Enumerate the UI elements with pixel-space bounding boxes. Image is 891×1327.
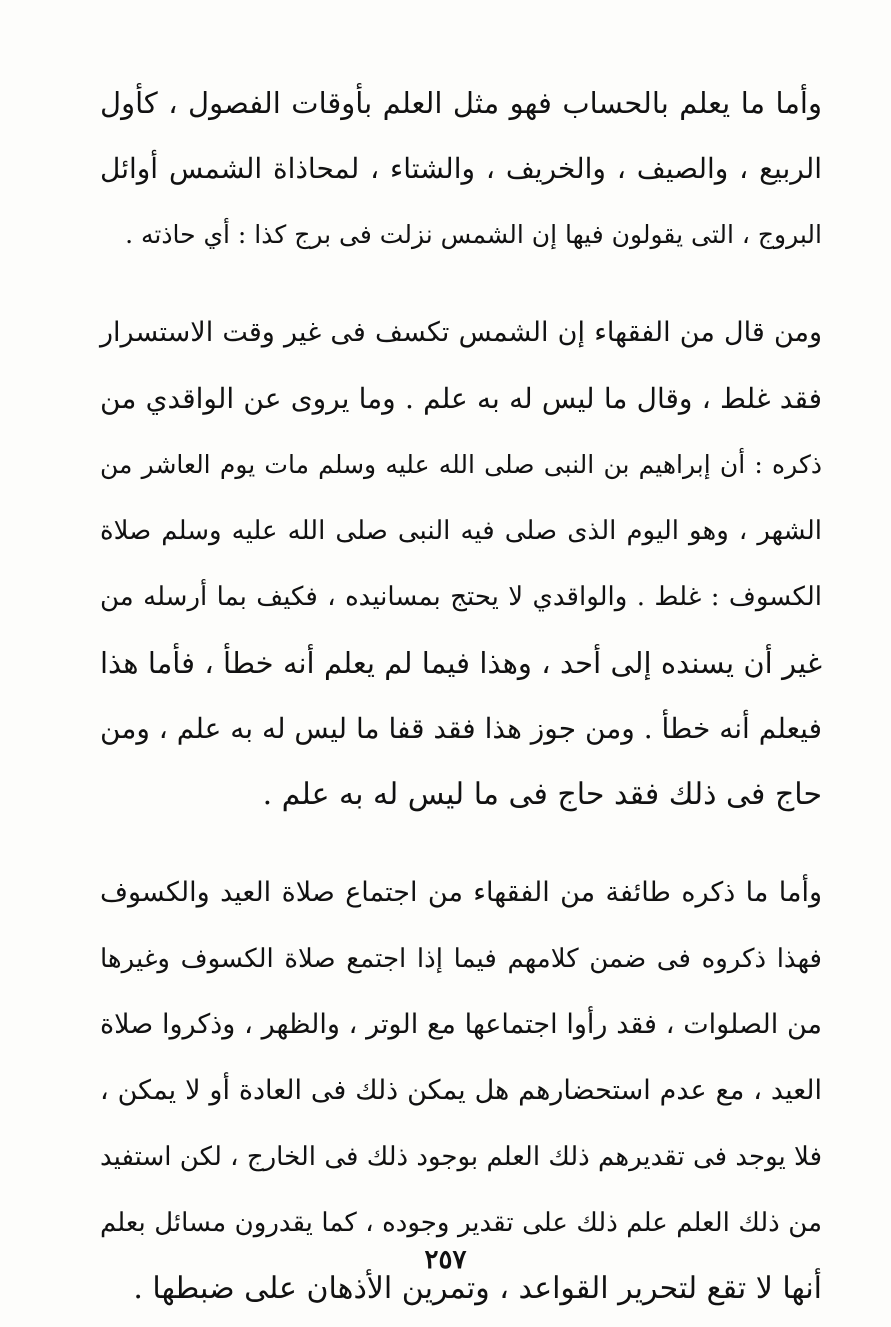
text-line: من ذلك العلم علم ذلك على تقدير وجوده ، كما يقدرون مسائل بعلم — [100, 1208, 822, 1238]
text-line: غير أن يسنده إلى أحد ، وهذا فيما لم يعلم أنه خطأ ، فأما هذا — [100, 646, 822, 680]
text-line: من الصلوات ، فقد رأوا اجتماعها مع الوتر ، والظهر ، وذكروا صلاة — [100, 1009, 822, 1040]
paragraph-2 — [100, 300, 822, 828]
text-line: وأما ما ذكره طائفة من الفقهاء من اجتماع صلاة العيد والكسوف — [100, 877, 822, 908]
text-line: وأما ما يعلم بالحساب فهو مثل العلم بأوقات الفصول ، كأول — [100, 86, 822, 120]
text-line: فقد غلط ، وقال ما ليس له به علم . وما يروى عن الواقدي من — [100, 382, 822, 415]
text-line: الشهر ، وهو اليوم الذى صلى فيه النبى صلى الله عليه وسلم صلاة — [100, 516, 822, 546]
text-line: البروج ، التى يقولون فيها إن الشمس نزلت فى برج كذا : أي حاذته . — [125, 220, 822, 249]
text-line: العيد ، مع عدم استحضارهم هل يمكن ذلك فى العادة أو لا يمكن ، — [100, 1075, 822, 1106]
text-line: فهذا ذكروه فى ضمن كلامهم فيما إذا اجتمع صلاة الكسوف وغيرها — [100, 944, 822, 974]
text-line: حاج فى ذلك فقد حاج فى ما ليس له به علم . — [262, 777, 822, 812]
text-line: أنها لا تقع لتحرير القواعد ، وتمرين الأذهان على ضبطها . — [133, 1271, 822, 1306]
text-line: الكسوف : غلط . والواقدي لا يحتج بمسانيده ، فكيف بما أرسله من — [100, 582, 822, 612]
page-number: ٢٥٧ — [424, 1245, 467, 1275]
paragraph-1 — [100, 70, 822, 268]
text-line: فلا يوجد فى تقديرهم ذلك العلم بوجود ذلك فى الخارج ، لكن استفيد — [100, 1142, 822, 1172]
paragraph-gap — [100, 268, 822, 300]
text-line: ومن قال من الفقهاء إن الشمس تكسف فى غير وقت الاستسرار — [100, 317, 822, 348]
text-line: الربيع ، والصيف ، والخريف ، والشتاء ، لمحاذاة الشمس أوائل — [100, 152, 823, 185]
text-line: فيعلم أنه خطأ . ومن جوز هذا فقد قفا ما ليس له به علم ، ومن — [100, 712, 822, 745]
text-line: ذكره : أن إبراهيم بن النبى صلى الله عليه وسلم مات يوم العاشر من — [100, 450, 822, 479]
paragraph-gap — [100, 828, 822, 860]
page-body — [100, 70, 823, 1306]
